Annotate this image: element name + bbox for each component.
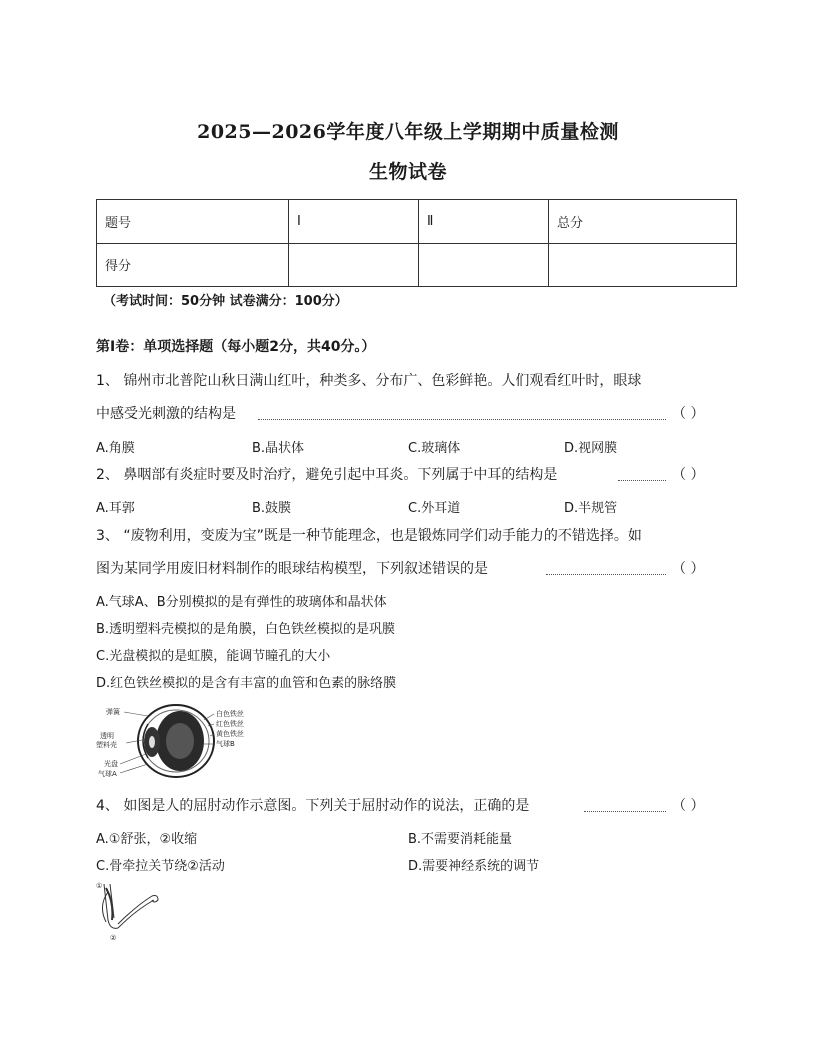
option-d: D.半规管 [564, 501, 618, 516]
question-1-line1: 1、 锦州市北普陀山秋日满山红叶，种类多、分布广、色彩鲜艳。人们观看红叶时，眼球 [96, 373, 642, 389]
exam-title: 2025—2026学年度八年级上学期期中质量检测 [197, 121, 619, 143]
option-d: D.视网膜 [564, 441, 618, 456]
label-muscle-2: ② [110, 934, 117, 942]
option-d: D.红色铁丝模拟的是含有丰富的血管和色素的脉络膜 [96, 676, 397, 691]
label-red-wire: 红色铁丝 [216, 720, 244, 728]
option-b: B.晶状体 [252, 441, 305, 456]
option-a: A.①舒张，②收缩 [96, 832, 198, 847]
answer-leader-dots [258, 418, 666, 420]
label-muscle-1: ① [96, 882, 103, 890]
option-a: A.气球A、B分别模拟的是有弹性的玻璃体和晶状体 [96, 595, 387, 610]
table-cell: 题号 [97, 200, 289, 244]
option-c: C.光盘模拟的是虹膜，能调节瞳孔的大小 [96, 649, 331, 664]
answer-leader-dots [618, 479, 666, 481]
table-cell [419, 243, 549, 287]
answer-blank: （ ） [672, 467, 705, 483]
exam-note: （考试时间：50分钟 试卷满分：100分） [103, 294, 348, 309]
table-cell: 得分 [97, 243, 289, 287]
question-3-line2: 图为某同学用废旧材料制作的眼球结构模型，下列叙述错误的是 [96, 561, 488, 577]
section-heading: 第Ⅰ卷：单项选择题（每小题2分，共40分。） [96, 339, 376, 355]
option-b: B.透明塑料壳模拟的是角膜，白色铁丝模拟的是巩膜 [96, 622, 396, 637]
option-c: C.骨牵拉关节绕②活动 [96, 859, 225, 874]
elbow-flexion-figure [96, 880, 164, 942]
option-d: D.需要神经系统的调节 [408, 859, 540, 874]
table-cell [289, 243, 419, 287]
option-c: C.外耳道 [408, 501, 461, 516]
table-row [97, 200, 737, 244]
label-yellow-wire: 黄色铁丝 [216, 730, 244, 738]
label-balloon-a: 气球A [98, 770, 117, 778]
label-spring: 弹簧 [106, 708, 120, 716]
exam-subtitle: 生物试卷 [368, 161, 447, 183]
label-white-wire: 白色铁丝 [216, 710, 244, 718]
table-row [97, 243, 737, 287]
answer-blank: （ ） [672, 561, 705, 577]
answer-leader-dots [546, 573, 666, 575]
answer-blank: （ ） [672, 798, 705, 814]
question-4-line1: 4、 如图是人的屈肘动作示意图。下列关于屈肘动作的说法，正确的是 [96, 798, 530, 814]
option-c: C.玻璃体 [408, 441, 461, 456]
table-cell: 总分 [549, 200, 737, 244]
option-b: B.不需要消耗能量 [408, 832, 513, 847]
answer-blank: （ ） [672, 406, 705, 422]
label-balloon-b: 气球B [216, 740, 235, 748]
table-cell [549, 243, 737, 287]
table-cell: Ⅰ [289, 200, 419, 244]
question-3-line1: 3、 “废物利用，变废为宝”既是一种节能理念，也是锻炼同学们动手能力的不错选择。如 [96, 528, 642, 544]
answer-leader-dots [584, 810, 666, 812]
score-table [96, 199, 737, 287]
question-2-line1: 2、 鼻咽部有炎症时要及时治疗，避免引起中耳炎。下列属于中耳的结构是 [96, 467, 558, 483]
label-shell-1: 透明 [100, 732, 114, 740]
question-1-line2: 中感受光刺激的结构是 [96, 406, 236, 422]
label-shell-2: 塑料壳 [96, 741, 117, 749]
option-b: B.鼓膜 [252, 501, 292, 516]
eyeball-model-figure [96, 702, 276, 780]
option-a: A.耳郭 [96, 501, 135, 516]
option-a: A.角膜 [96, 441, 135, 456]
label-disc: 光盘 [104, 760, 118, 768]
table-cell: Ⅱ [419, 200, 549, 244]
